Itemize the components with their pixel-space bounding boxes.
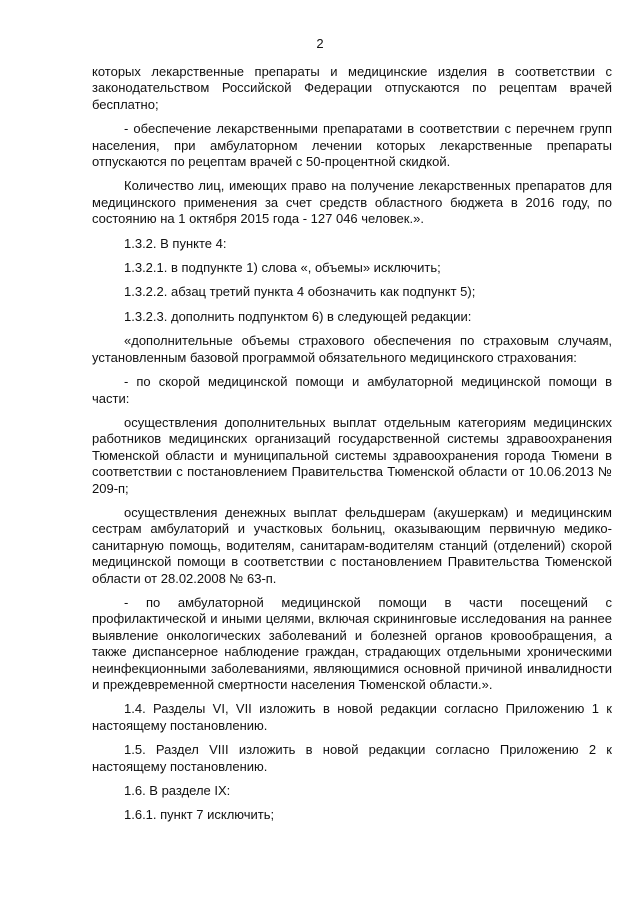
paragraph-beneficiaries-count: Количество лиц, имеющих право на получение лекарственных препаратов для медицинского применения за счет средств областного бюджета в 2016 году, по состоянию на 1 октября 2015 года - 127 046 человек.». — [92, 178, 612, 227]
paragraph-clause-1-5: 1.5. Раздел VIII изложить в новой редакции согласно Приложению 2 к настоящему постановлению. — [92, 742, 612, 774]
paragraph-clause-1-6: 1.6. В разделе IX: — [124, 783, 231, 799]
paragraph-clause-1-3-2-2: 1.3.2.2. абзац третий пункта 4 обозначить как подпункт 5); — [124, 284, 476, 300]
paragraph-emergency-care: - по скорой медицинской помощи и амбулаторной медицинской помощи в части: — [92, 374, 612, 406]
paragraph-clause-1-3-2-1: 1.3.2.1. в подпункте 1) слова «, объемы» исключить; — [124, 260, 441, 276]
paragraph-clause-1-6-1: 1.6.1. пункт 7 исключить; — [124, 807, 275, 823]
paragraph-discount-list-item: - обеспечение лекарственными препаратами в соответствии с перечнем групп населения, при амбулаторном лечении которых лекарственные препараты отпускаются по рецептам врачей с 50-процентной скидкой. — [92, 121, 612, 170]
paragraph-cash-payments: осуществления денежных выплат фельдшерам (акушеркам) и медицинским сестрам амбулаторий и участковых больниц, оказывающим первичную медико-санитарную помощь, водителям, санитарам-водителям станций (отделений) скорой медицинской помощи в соответствии с постановлением Правительства Тюменской области от 28.02.2008 № 63-п. — [92, 504, 612, 586]
paragraph-insurance-volumes: «дополнительные объемы страхового обеспечения по страховым случаям, установленным базовой программой обязательного медицинского страхования: — [92, 333, 612, 365]
paragraph-outpatient-care: - по амбулаторной медицинской помощи в части посещений с профилактической и иными целями, включая скрининговые исследования на раннее выявление онкологических заболеваний и болезней органов кровообращения, а также диспансерное наблюдение граждан, страдающих отдельными хроническими неинфекционными заболеваниями, являющимися основной причиной инвалидности и преждевременной смертности населения Тюменской области.». — [92, 594, 612, 692]
paragraph-clause-1-4: 1.4. Разделы VI, VII изложить в новой редакции согласно Приложению 1 к настоящему постановлению. — [92, 701, 612, 733]
document-body — [92, 64, 612, 832]
page-number: 2 — [316, 36, 324, 51]
paragraph-continuation: которых лекарственные препараты и медицинские изделия в соответствии с законодательством Российской Федерации отпускаются по рецептам врачей бесплатно; — [92, 64, 612, 112]
paragraph-additional-payments: осуществления дополнительных выплат отдельным категориям медицинских работников медицинских организаций государственной системы здравоохранения Тюменской области и муниципальной системы здравоохранения города Тюмени в соответствии с постановлением Правительства Тюменской области от 10.06.2013 № 209-п; — [92, 414, 612, 496]
paragraph-clause-1-3-2: 1.3.2. В пункте 4: — [124, 235, 227, 251]
paragraph-clause-1-3-2-3: 1.3.2.3. дополнить подпунктом 6) в следующей редакции: — [124, 308, 472, 324]
